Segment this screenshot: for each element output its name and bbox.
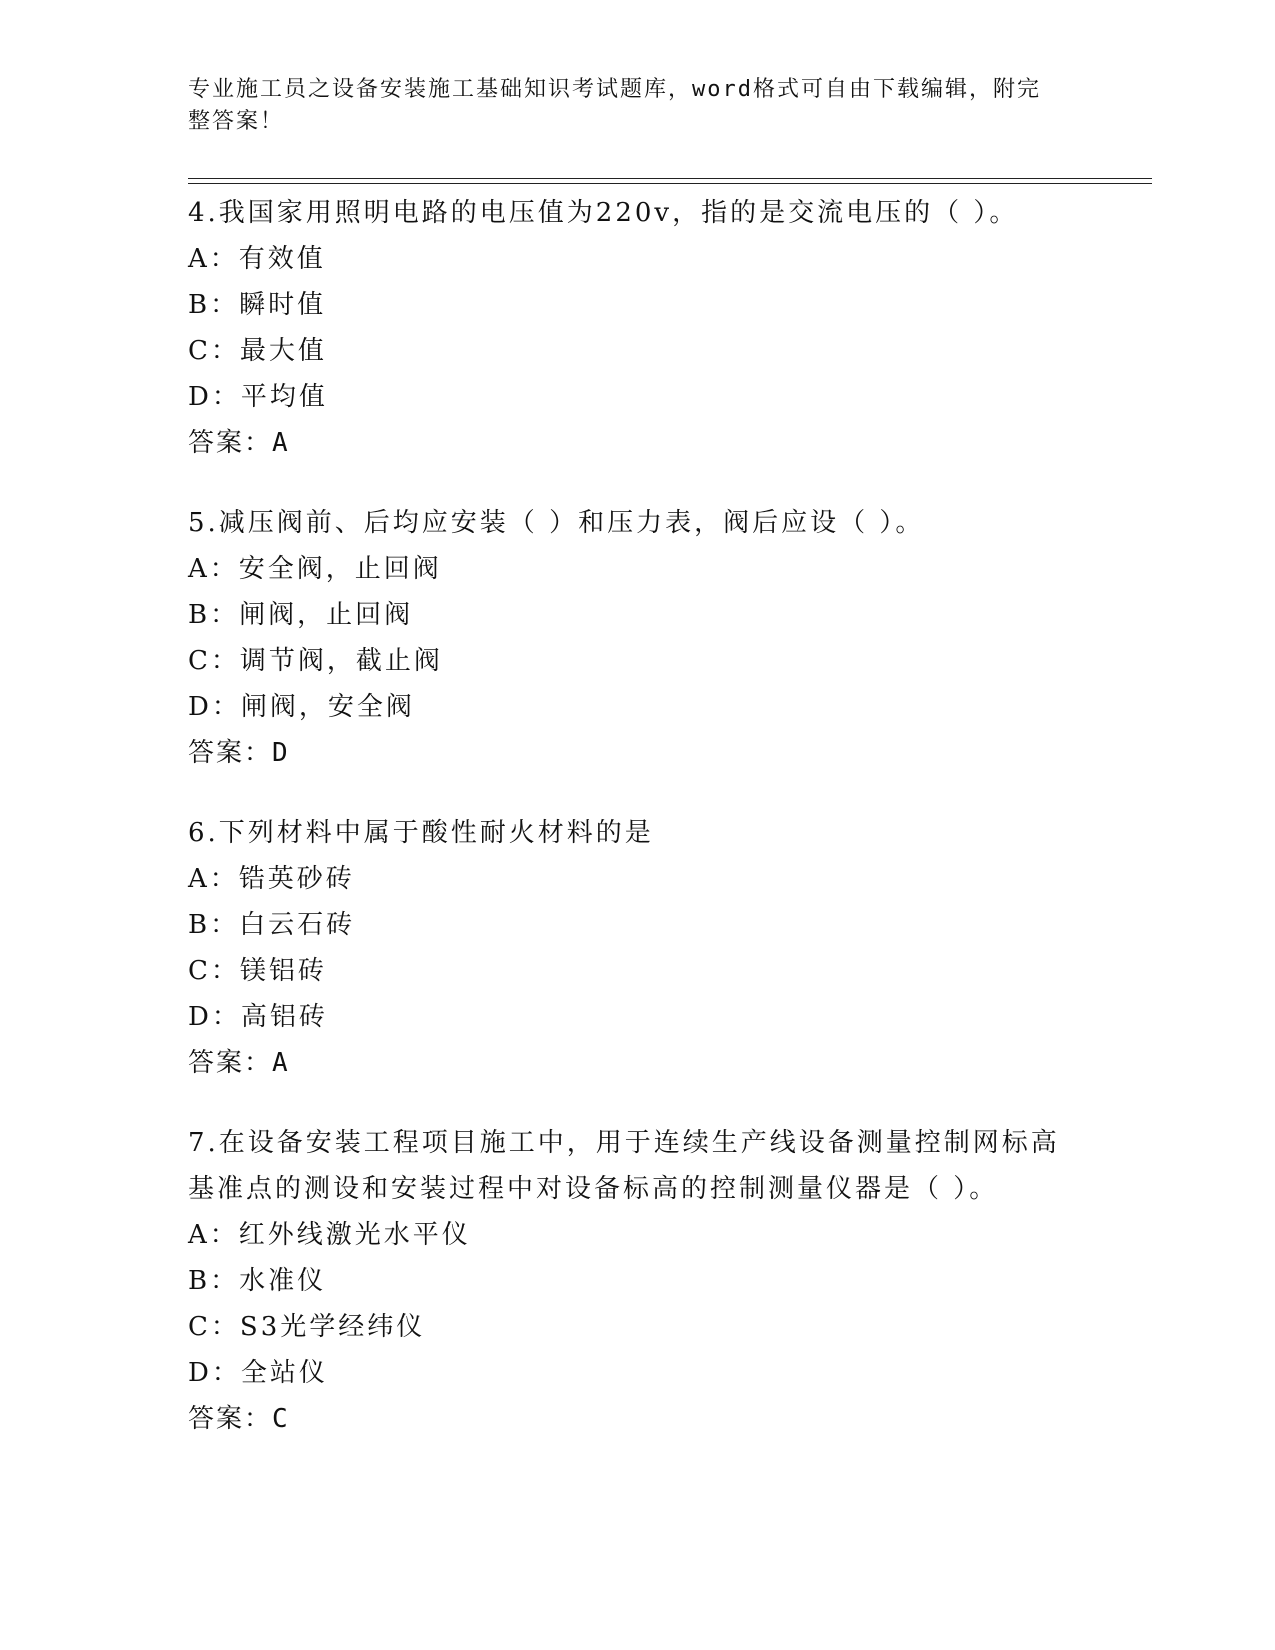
answer-line bbox=[188, 1396, 1128, 1442]
option-d bbox=[188, 994, 1128, 1040]
answer-label: 答案： bbox=[188, 738, 273, 768]
option-key: A： bbox=[188, 244, 239, 274]
option-text: 有效值 bbox=[238, 244, 326, 274]
option-key: A： bbox=[188, 864, 239, 894]
option-key: C： bbox=[188, 336, 240, 366]
option-text: 平均值 bbox=[240, 382, 328, 412]
question-text: 4.我国家用照明电路的电压值为220v，指的是交流电压的（ ）。 bbox=[188, 198, 1019, 228]
option-c bbox=[188, 1304, 1128, 1350]
answer-value: C bbox=[272, 1404, 290, 1434]
option-text: S3光学经纬仪 bbox=[239, 1312, 426, 1342]
option-a bbox=[188, 856, 1128, 902]
option-key: A： bbox=[188, 554, 239, 584]
option-d bbox=[188, 374, 1128, 420]
answer-value: A bbox=[272, 1048, 290, 1078]
document-header bbox=[188, 74, 1068, 138]
header-line-1: 专业施工员之设备安装施工基础知识考试题库，word格式可自由下载编辑，附完 bbox=[188, 77, 1041, 102]
option-key: B： bbox=[188, 600, 240, 630]
header-divider-top bbox=[188, 178, 1152, 179]
question-6 bbox=[188, 810, 1128, 1086]
option-text: 闸阀，安全阀 bbox=[240, 692, 415, 722]
option-text: 白云石砖 bbox=[239, 910, 356, 940]
option-text: 闸阀，止回阀 bbox=[239, 600, 414, 630]
answer-line bbox=[188, 730, 1128, 776]
option-text: 全站仪 bbox=[240, 1358, 328, 1388]
option-a bbox=[188, 546, 1128, 592]
option-b bbox=[188, 592, 1128, 638]
answer-label: 答案： bbox=[188, 1048, 273, 1078]
header-line-2: 整答案！ bbox=[188, 109, 285, 134]
option-text: 锆英砂砖 bbox=[238, 864, 355, 894]
option-c bbox=[188, 328, 1128, 374]
question-text: 6.下列材料中属于酸性耐火材料的是 bbox=[188, 818, 654, 848]
option-b bbox=[188, 282, 1128, 328]
option-d bbox=[188, 684, 1128, 730]
question-5 bbox=[188, 500, 1128, 776]
answer-line bbox=[188, 420, 1128, 466]
option-key: D： bbox=[188, 382, 241, 412]
option-text: 镁铝砖 bbox=[239, 956, 327, 986]
question-text: 5.减压阀前、后均应安装（ ）和压力表，阀后应设（ ）。 bbox=[188, 508, 925, 538]
option-text: 调节阀，截止阀 bbox=[239, 646, 443, 676]
option-key: B： bbox=[188, 910, 240, 940]
question-text: 7.在设备安装工程项目施工中，用于连续生产线设备测量控制网标高基准点的测设和安装过程中对设备标高的控制测量仪器是（ ）。 bbox=[188, 1128, 1060, 1204]
answer-value: D bbox=[272, 738, 290, 768]
option-c bbox=[188, 948, 1128, 994]
option-key: C： bbox=[188, 646, 240, 676]
option-key: D： bbox=[188, 692, 241, 722]
option-key: D： bbox=[188, 1002, 241, 1032]
option-text: 最大值 bbox=[239, 336, 327, 366]
option-a bbox=[188, 1212, 1128, 1258]
answer-line bbox=[188, 1040, 1128, 1086]
option-key: B： bbox=[188, 290, 240, 320]
question-4 bbox=[188, 190, 1128, 466]
question-7 bbox=[188, 1120, 1128, 1442]
option-text: 高铝砖 bbox=[240, 1002, 328, 1032]
option-c bbox=[188, 638, 1128, 684]
option-a bbox=[188, 236, 1128, 282]
answer-value: A bbox=[272, 428, 290, 458]
answer-label: 答案： bbox=[188, 1404, 273, 1434]
option-key: C： bbox=[188, 1312, 240, 1342]
header-divider-bottom bbox=[188, 183, 1152, 184]
option-key: B： bbox=[188, 1266, 240, 1296]
option-text: 安全阀，止回阀 bbox=[238, 554, 442, 584]
option-d bbox=[188, 1350, 1128, 1396]
question-list bbox=[188, 190, 1128, 1476]
option-key: D： bbox=[188, 1358, 241, 1388]
answer-label: 答案： bbox=[188, 428, 273, 458]
option-key: A： bbox=[188, 1220, 239, 1250]
option-text: 红外线激光水平仪 bbox=[238, 1220, 471, 1250]
option-b bbox=[188, 1258, 1128, 1304]
option-key: C： bbox=[188, 956, 240, 986]
option-b bbox=[188, 902, 1128, 948]
option-text: 瞬时值 bbox=[239, 290, 327, 320]
option-text: 水准仪 bbox=[239, 1266, 327, 1296]
